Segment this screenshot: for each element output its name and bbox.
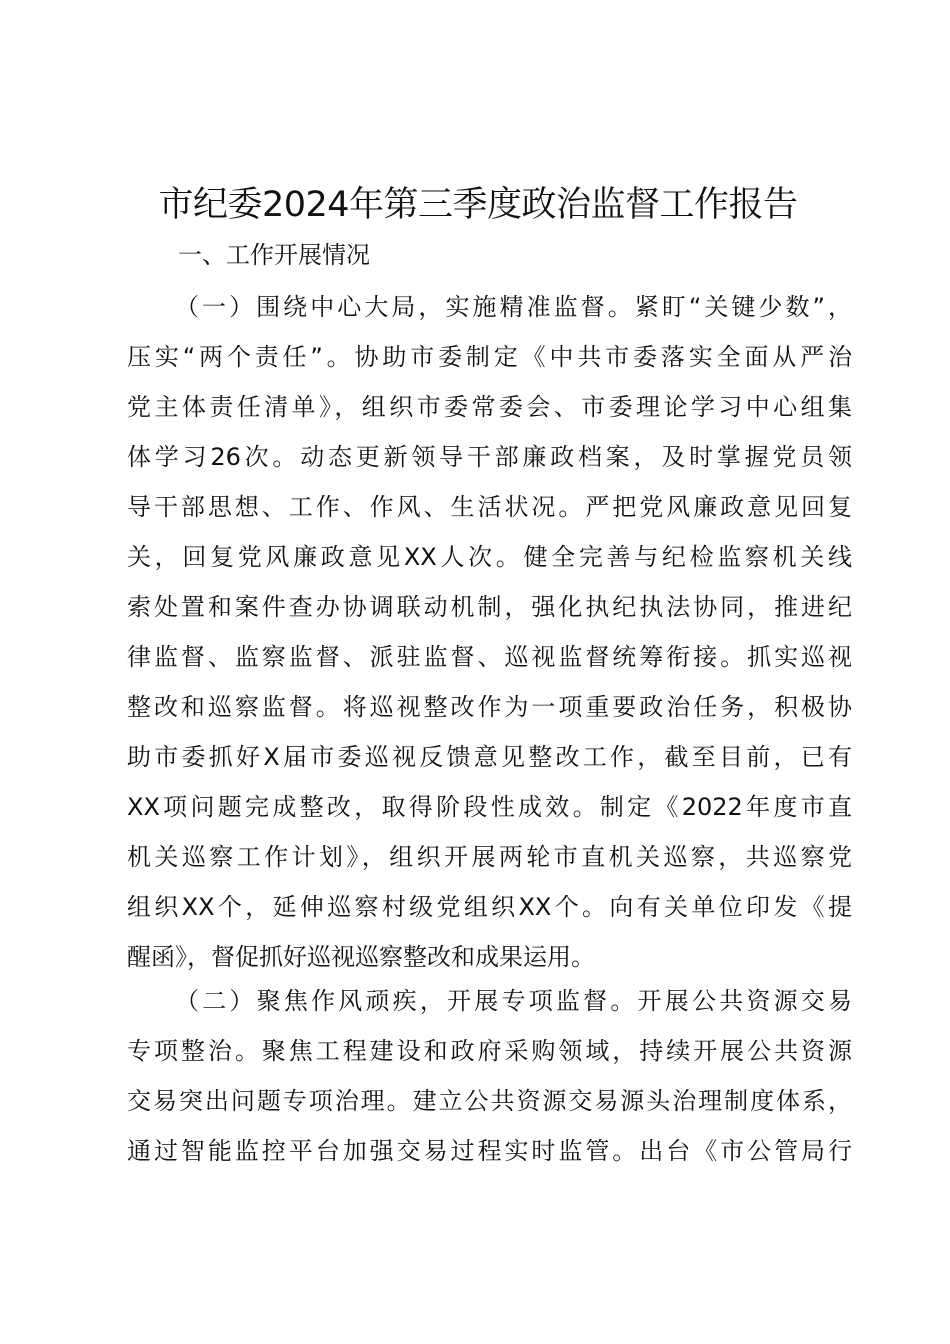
paragraph-1 <box>127 282 852 982</box>
paragraph-line: 机关巡察工作计划》，组织开展两轮市直机关巡察，共巡察党 <box>127 843 852 871</box>
paragraph-line: 体学习26次。动态更新领导干部廉政档案，及时掌握党员领 <box>127 443 852 471</box>
paragraph-line: 索处置和案件查办协调联动机制，强化执纪执法协同，推进纪 <box>127 593 852 621</box>
paragraph-line: 党主体责任清单》，组织市委常委会、市委理论学习中心组集 <box>127 393 852 421</box>
paragraph-line: XX项问题完成整改，取得阶段性成效。制定《2022年度市直 <box>127 793 852 821</box>
paragraph-2 <box>127 976 852 1176</box>
paragraph-line: （二）聚焦作风顽疾，开展专项监督。开展公共资源交易 <box>175 987 852 1015</box>
paragraph-line: 交易突出问题专项治理。建立公共资源交易源头治理制度体系， <box>127 1087 852 1115</box>
paragraph-line: 醒函》，督促抓好巡视巡察整改和成果运用。 <box>127 943 595 971</box>
paragraph-line: 组织XX个，延伸巡察村级党组织XX个。向有关单位印发《提 <box>127 893 852 921</box>
paragraph-line: 专项整治。聚焦工程建设和政府采购领域，持续开展公共资源 <box>127 1037 852 1065</box>
paragraph-line: 整改和巡察监督。将巡视整改作为一项重要政治任务，积极协 <box>127 693 852 721</box>
paragraph-line: 压实“两个责任”。协助市委制定《中共市委落实全面从严治 <box>127 343 852 371</box>
paragraph-line: 通过智能监控平台加强交易过程实时监管。出台《市公管局行 <box>127 1137 852 1165</box>
paragraph-line: 助市委抓好X届市委巡视反馈意见整改工作，截至目前，已有 <box>127 743 852 771</box>
paragraph-line: （一）围绕中心大局，实施精准监督。紧盯“关键少数”， <box>175 293 852 321</box>
section-heading: 一、工作开展情况 <box>178 241 370 269</box>
paragraph-line: 关，回复党风廉政意见XX人次。健全完善与纪检监察机关线 <box>127 543 852 571</box>
document-title: 市纪委2024年第三季度政治监督工作报告 <box>158 185 798 225</box>
paragraph-line: 律监督、监察监督、派驻监督、巡视监督统筹衔接。抓实巡视 <box>127 643 852 671</box>
paragraph-line: 导干部思想、工作、作风、生活状况。严把党风廉政意见回复 <box>127 493 852 521</box>
